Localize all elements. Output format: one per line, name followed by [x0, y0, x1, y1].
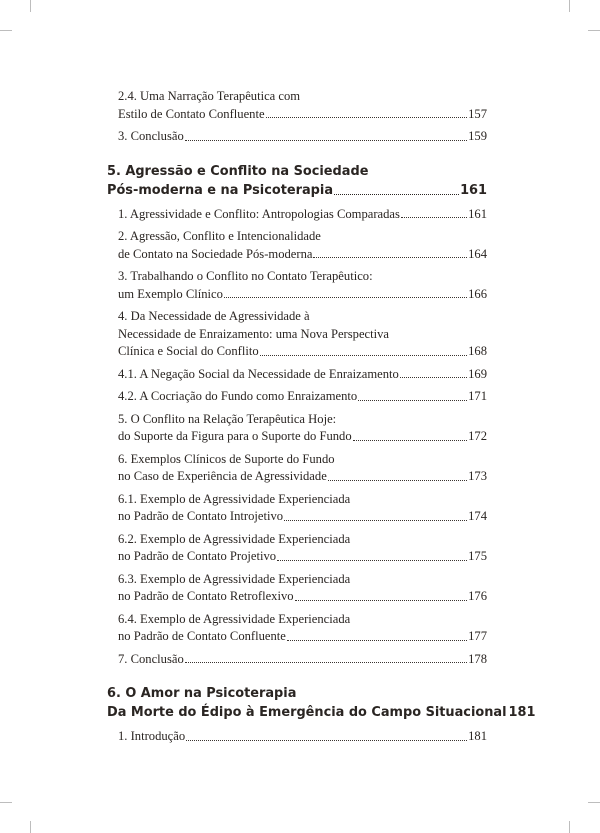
toc-entry-title-line: de Contato na Sociedade Pós-moderna	[118, 246, 313, 261]
page-number: 175	[468, 549, 487, 563]
dot-leader	[353, 439, 467, 441]
dot-leader	[185, 139, 467, 141]
toc-entry[interactable]	[107, 411, 487, 446]
dot-leader	[260, 354, 467, 356]
toc-entry-title-line: 6. O Amor na Psicoterapia	[107, 686, 297, 701]
crop-mark	[30, 0, 31, 12]
toc-entry-title-line: 7. Conclusão	[118, 651, 184, 666]
page-number: 174	[468, 509, 487, 523]
toc-entry-leader-row	[118, 286, 487, 304]
dot-leader	[313, 256, 467, 258]
toc-entry-title-line: Clínica e Social do Conflito	[118, 344, 259, 358]
toc-entry-title-line: 5. O Conflito na Relação Terapêutica Hoje:	[118, 411, 337, 426]
toc-entry[interactable]	[107, 388, 487, 406]
toc-entry[interactable]	[107, 611, 487, 646]
crop-mark	[588, 30, 600, 31]
toc-entry-leader-row	[118, 206, 487, 224]
toc-entry-title-line: no Padrão de Contato Projetivo	[118, 549, 277, 563]
toc-entry-title-line: 2.4. Uma Narração Terapêutica com	[118, 89, 301, 103]
toc-entry-leader-row	[118, 388, 487, 406]
dot-leader	[185, 661, 467, 663]
toc-entry-title-line: 4. Da Necessidade de Agressividade à	[118, 309, 310, 323]
toc-entry-leader-row	[118, 588, 487, 606]
toc-entry[interactable]	[107, 651, 487, 669]
page-number: 157	[468, 106, 487, 121]
toc-entry[interactable]	[107, 491, 487, 526]
page-number: 177	[468, 629, 487, 643]
dot-leader	[284, 519, 467, 521]
toc-entry-title-line: Necessidade de Enraizamento: uma Nova Perspectiva	[118, 326, 390, 341]
dot-leader	[401, 216, 467, 218]
toc-entry-leader-row	[118, 548, 487, 566]
dot-leader	[358, 399, 467, 401]
page-number: 164	[468, 246, 487, 261]
page-number: 181	[468, 729, 487, 743]
dot-leader	[277, 559, 467, 561]
section-spacer	[107, 146, 487, 162]
page-number: 173	[468, 469, 487, 483]
toc-entry-title-line: do Suporte da Figura para o Suporte do Fundo	[118, 429, 352, 443]
toc-entry-leader-row	[118, 343, 487, 361]
page-number: 176	[468, 589, 487, 603]
toc-entry[interactable]	[107, 128, 487, 146]
toc-entry-title-line: 4.1. A Negação Social da Necessidade de Enraizamento	[118, 366, 399, 381]
toc-entry-leader-row	[118, 246, 487, 264]
page-number: 169	[468, 366, 487, 381]
dot-leader	[328, 479, 467, 481]
toc-entry[interactable]	[107, 571, 487, 606]
toc-entry[interactable]	[107, 308, 487, 361]
toc-chapter-entry[interactable]	[107, 684, 536, 722]
toc-entry[interactable]	[107, 206, 487, 224]
crop-mark	[30, 821, 31, 833]
crop-mark	[0, 30, 12, 31]
toc-entry-leader-row	[118, 651, 487, 669]
toc-entry-title-line: no Caso de Experiência de Agressividade	[118, 469, 327, 483]
dot-leader	[334, 193, 459, 195]
toc-entry-title-line: 3. Conclusão	[118, 129, 184, 143]
toc-entry-title-line: 6.1. Exemplo de Agressividade Experienciada	[118, 491, 351, 506]
toc-entry-title-line: 3. Trabalhando o Conflito no Contato Terapêutico:	[118, 269, 373, 283]
toc-entry-title-line: 1. Agressividade e Conflito: Antropologias Comparadas	[118, 206, 400, 221]
page-number: 161	[468, 206, 487, 221]
crop-mark	[0, 802, 12, 803]
toc-entry[interactable]	[107, 268, 487, 303]
toc-entry-title-line: 6.3. Exemplo de Agressividade Experienciada	[118, 571, 351, 586]
toc-entry[interactable]	[107, 366, 487, 384]
toc-entry-leader-row	[107, 703, 536, 722]
page-number: 178	[468, 651, 487, 666]
dot-leader	[295, 599, 468, 601]
toc-entry-title-line: 6.2. Exemplo de Agressividade Experienciada	[118, 531, 351, 546]
toc-entry-title-line: Pós-moderna e na Psicoterapia	[107, 182, 334, 198]
toc-entry-title-line: no Padrão de Contato Retroflexivo	[118, 589, 294, 603]
toc-entry[interactable]	[107, 451, 487, 486]
toc-entry-title-line: no Padrão de Contato Introjetivo	[118, 509, 284, 523]
toc-entry[interactable]	[107, 531, 487, 566]
toc-entry-leader-row	[118, 428, 487, 446]
toc-entry-title-line: um Exemplo Clínico	[118, 286, 223, 301]
toc-entry-leader-row	[118, 508, 487, 526]
toc-chapter-entry[interactable]	[107, 162, 487, 200]
section-spacer	[107, 668, 487, 684]
toc-entry-leader-row	[118, 468, 487, 486]
crop-mark	[569, 821, 570, 833]
toc-entry-leader-row	[118, 106, 487, 124]
page-number: 172	[468, 429, 487, 443]
toc-entry-title-line: 4.2. A Cocriação do Fundo como Enraizamento	[118, 389, 358, 403]
crop-mark	[588, 802, 600, 803]
page-number: 161	[460, 182, 487, 198]
page-number: 171	[468, 389, 487, 403]
toc-entry-leader-row	[107, 181, 487, 200]
toc-entry-title-line: 6.4. Exemplo de Agressividade Experienciada	[118, 611, 351, 626]
toc-entry-title-line: Da Morte do Édipo à Emergência do Campo Situacional	[107, 705, 507, 720]
toc-entry-title-line: 6. Exemplos Clínicos de Suporte do Fundo	[118, 451, 335, 466]
toc-entry[interactable]	[107, 228, 487, 263]
toc-entry-title-line: Estilo de Contato Confluente	[118, 106, 265, 121]
page-number: 166	[468, 286, 487, 301]
page-number: 168	[468, 344, 487, 358]
toc-entry-title-line: 1. Introdução	[118, 729, 186, 743]
dot-leader	[186, 739, 467, 741]
toc-entry[interactable]	[107, 728, 487, 746]
crop-mark	[569, 0, 570, 12]
toc-entry-leader-row	[118, 366, 487, 384]
dot-leader	[400, 376, 467, 378]
toc-entry-leader-row	[118, 728, 487, 746]
toc-entry-title-line: 5. Agressão e Conflito na Sociedade	[107, 163, 369, 179]
toc-entry-leader-row	[118, 128, 487, 146]
dot-leader	[287, 639, 467, 641]
dot-leader	[224, 296, 467, 298]
toc-entry-leader-row	[118, 628, 487, 646]
table-of-contents	[107, 88, 536, 746]
page-number: 159	[468, 129, 487, 143]
toc-entry[interactable]	[107, 88, 487, 123]
page-number: 181	[508, 705, 536, 720]
toc-entry-title-line: 2. Agressão, Conflito e Intencionalidade	[118, 229, 321, 243]
toc-entry-title-line: no Padrão de Contato Confluente	[118, 629, 286, 643]
dot-leader	[266, 116, 468, 118]
